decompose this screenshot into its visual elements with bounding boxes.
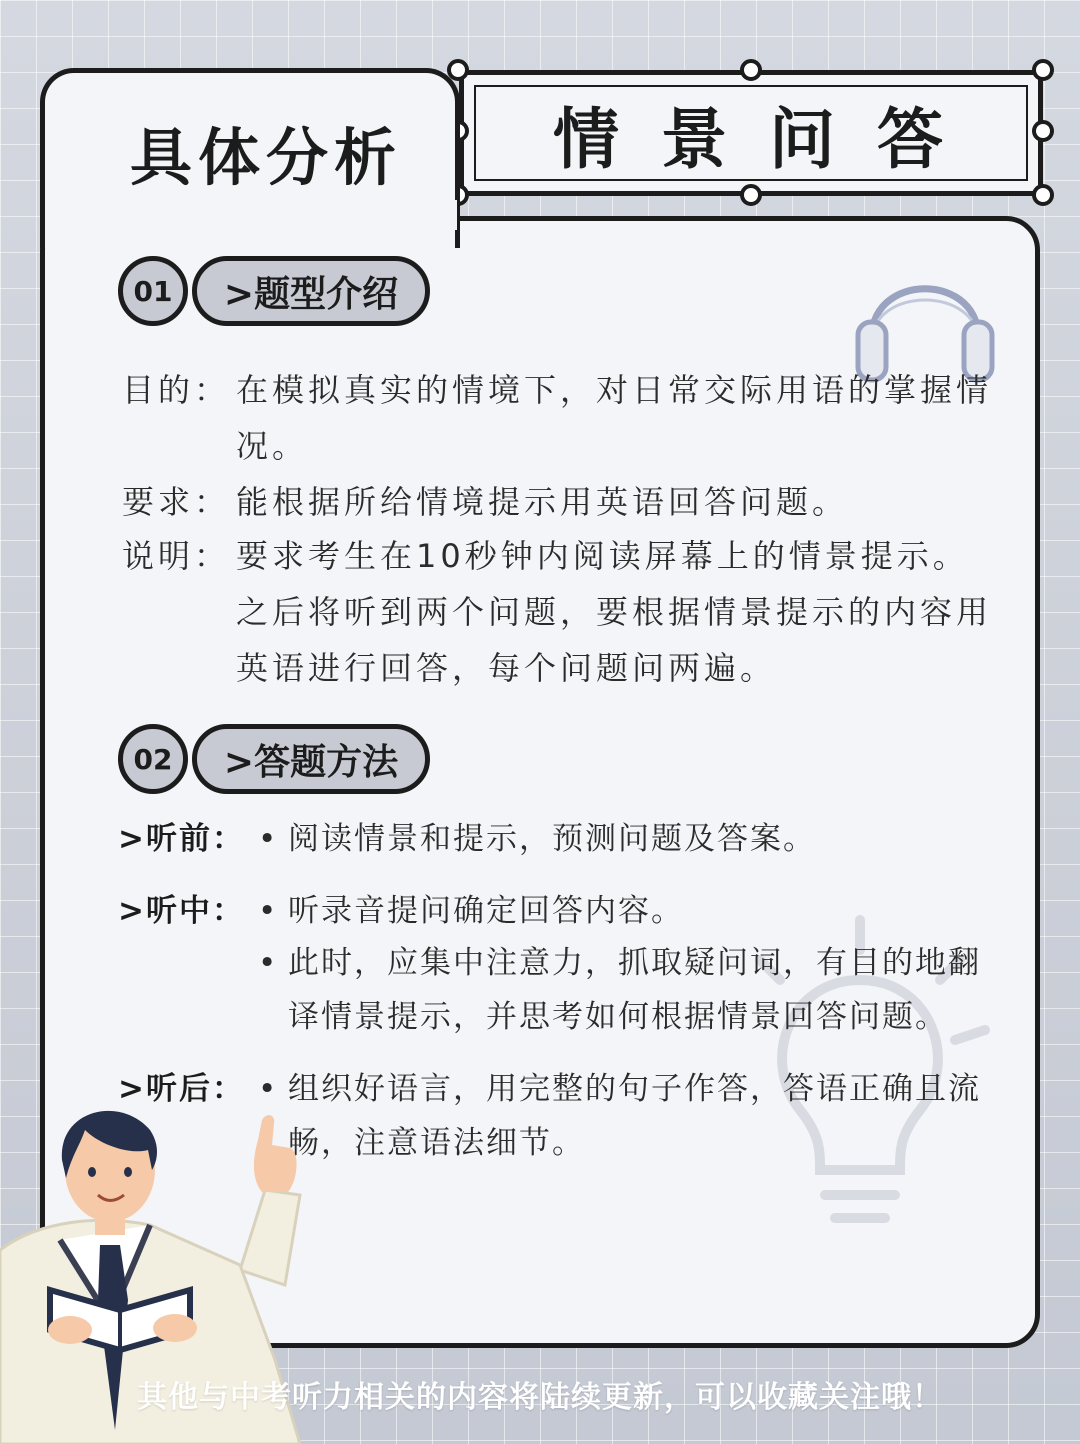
section-number: 02: [118, 724, 188, 794]
folder-tab-join: [45, 200, 457, 230]
bullet-icon: •: [258, 893, 277, 929]
section-header-intro: [118, 256, 430, 326]
main-title-box: [459, 70, 1043, 196]
tab-title: 具体分析: [130, 121, 403, 194]
intro-text: 能根据所给情境提示用英语回答问题。: [236, 483, 849, 521]
handle-dot: [1032, 120, 1054, 142]
section-number: 01: [118, 256, 188, 326]
method-bullet: 阅读情景和提示，预测问题及答案。: [288, 821, 816, 857]
handle-dot: [1032, 184, 1054, 206]
handle-dot: [1032, 59, 1054, 81]
intro-label: 说明：: [122, 537, 231, 575]
bullet-icon: •: [258, 1071, 277, 1107]
method-label: >听中：: [118, 893, 245, 929]
section-header-method: [118, 724, 430, 794]
handle-dot: [740, 59, 762, 81]
bullet-icon: •: [258, 821, 277, 857]
bullet-icon: •: [258, 945, 277, 981]
intro-label: 要求：: [122, 483, 231, 521]
intro-label: 目的：: [122, 371, 231, 409]
method-bullet: 此时，应集中注意力，抓取疑问词，有目的地翻译情景提示，并思考如何根据情景回答问题。: [288, 945, 981, 1035]
method-label: >听后：: [118, 1071, 245, 1107]
section-title: >题型介绍: [192, 256, 430, 326]
intro-text: 在模拟真实的情境下，对日常交际用语的掌握情况。: [236, 371, 993, 465]
method-bullet: 听录音提问确定回答内容。: [288, 893, 684, 929]
method-label: >听前：: [118, 821, 245, 857]
footer-note: 其他与中考听力相关的内容将陆续更新，可以收藏关注哦！: [137, 1380, 943, 1415]
main-title: 情景问答: [553, 100, 985, 178]
method-bullet: 组织好语言，用完整的句子作答，答语正确且流畅，注意语法细节。: [288, 1071, 981, 1161]
handle-dot: [740, 184, 762, 206]
intro-text: 要求考生在10秒钟内阅读屏幕上的情景提示。之后将听到两个问题，要根据情景提示的内容用英语进行回答，每个问题问两遍。: [236, 537, 993, 687]
section-title: >答题方法: [192, 724, 430, 794]
